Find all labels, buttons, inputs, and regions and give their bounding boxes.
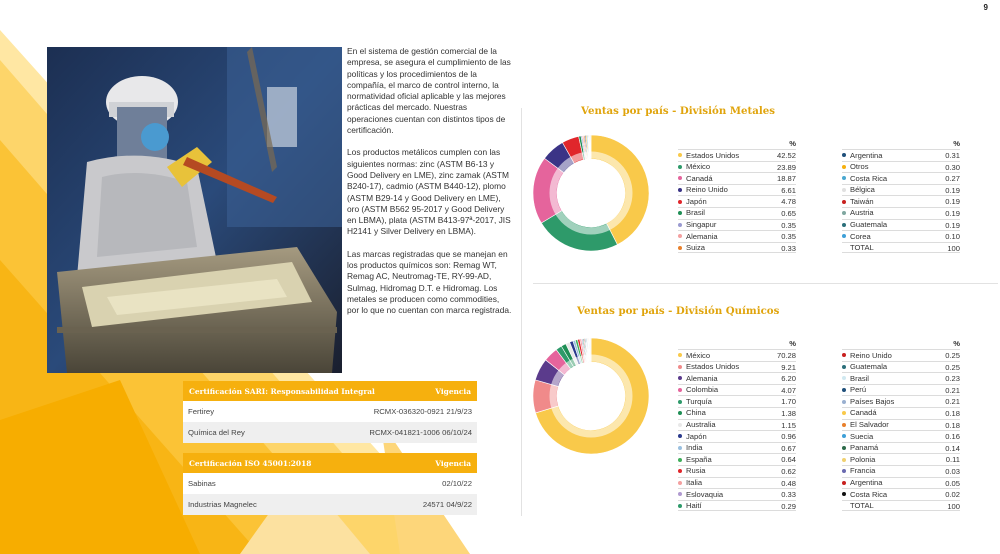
country-label: El Salvador — [850, 420, 889, 430]
table-row — [842, 207, 960, 219]
country-label: México — [686, 350, 711, 360]
country-value: 0.96 — [781, 432, 796, 442]
table-row — [842, 395, 960, 407]
legend-dot-icon — [842, 492, 846, 496]
country-label: Canadá — [850, 408, 877, 418]
legend-dot-icon — [842, 376, 846, 380]
country-name — [842, 373, 869, 384]
country-label: China — [686, 408, 706, 418]
table-row — [183, 422, 477, 443]
legend-dot-icon — [678, 458, 682, 462]
country-name — [842, 385, 866, 396]
country-value: 23.89 — [776, 162, 796, 172]
country-name — [678, 350, 710, 361]
legend-dot-icon — [678, 434, 682, 438]
legend-dot-icon — [678, 376, 682, 380]
country-value: 0.33 — [781, 243, 796, 253]
country-label: Alemania — [686, 373, 718, 383]
country-name — [842, 420, 889, 431]
table-row — [842, 161, 960, 173]
country-name — [678, 173, 713, 184]
legend-dot-icon — [842, 400, 846, 404]
pct-header: % — [789, 339, 796, 348]
country-value: 18.87 — [776, 174, 796, 184]
country-value: 9.21 — [781, 362, 796, 372]
country-name — [678, 466, 705, 477]
table-row — [842, 465, 960, 477]
legend-dot-icon — [842, 234, 846, 238]
cert-iso-col: Vigencia — [435, 458, 471, 468]
country-label: Colombia — [686, 385, 719, 395]
legend-dot-icon — [678, 188, 682, 192]
table-row — [678, 207, 796, 219]
cert-name: Sabinas — [188, 479, 216, 488]
legend-dot-icon — [842, 176, 846, 180]
country-value: 0.27 — [945, 174, 960, 184]
table-row — [678, 172, 796, 184]
table-row — [842, 361, 960, 373]
worker-photo — [47, 47, 342, 373]
country-label: Francia — [850, 466, 876, 476]
country-label: España — [686, 454, 712, 464]
country-label: Japón — [686, 196, 707, 206]
table-row — [678, 349, 796, 361]
pct-header: % — [953, 339, 960, 348]
table-row — [678, 161, 796, 173]
table-row — [842, 442, 960, 454]
country-label: Singapur — [686, 220, 717, 230]
cert-name: Industrias Magnelec — [188, 500, 257, 509]
country-label: México — [686, 162, 711, 172]
country-name — [678, 231, 718, 242]
country-name — [678, 443, 702, 454]
table-row — [842, 488, 960, 500]
legend-dot-icon — [678, 411, 682, 415]
metales-title: Ventas por país - División Metales — [581, 105, 775, 117]
legend-dot-icon — [678, 234, 682, 238]
country-label: Países Bajos — [850, 396, 895, 406]
table-row — [678, 419, 796, 431]
table-row — [842, 230, 960, 242]
country-label: India — [686, 443, 703, 453]
country-label: Rusia — [686, 466, 706, 476]
country-value: 0.10 — [945, 232, 960, 242]
table-row — [678, 230, 796, 242]
country-value: 0.31 — [945, 151, 960, 160]
country-label: Eslovaquia — [686, 489, 724, 499]
quimicos-table-right — [842, 338, 960, 511]
table-row — [842, 242, 960, 254]
country-name — [842, 185, 875, 196]
cert-value: RCMX-036320-0921 21/9/23 — [373, 407, 472, 416]
cert-sari-table — [183, 381, 477, 443]
country-label: Australia — [686, 420, 716, 430]
table-row — [678, 149, 796, 161]
quimicos-donut-chart — [532, 337, 650, 455]
table-row — [678, 430, 796, 442]
country-value: 0.25 — [945, 362, 960, 372]
country-value: 0.19 — [945, 208, 960, 218]
country-value: 0.48 — [781, 478, 796, 488]
legend-dot-icon — [678, 153, 682, 157]
country-value: 70.28 — [776, 351, 796, 360]
country-value: 1.70 — [781, 397, 796, 407]
legend-dot-icon — [842, 388, 846, 392]
country-value: 1.38 — [781, 408, 796, 418]
intro-text — [347, 46, 513, 328]
table-row — [183, 473, 477, 494]
cert-name: Química del Rey — [188, 428, 245, 437]
country-value: 0.29 — [781, 501, 796, 511]
table-row — [842, 477, 960, 489]
legend-dot-icon — [678, 388, 682, 392]
legend-dot-icon — [678, 400, 682, 404]
country-label: Argentina — [850, 478, 883, 488]
table-row — [183, 401, 477, 422]
country-value: 0.25 — [945, 351, 960, 360]
table-row — [678, 500, 796, 512]
country-label: Taiwán — [850, 196, 874, 206]
country-value: 0.02 — [945, 490, 960, 500]
pct-header: % — [953, 139, 960, 148]
country-label: Guatemala — [850, 220, 888, 230]
legend-dot-icon — [842, 223, 846, 227]
legend-dot-icon — [678, 246, 682, 250]
country-label: Suiza — [686, 242, 705, 252]
country-label: Estados Unidos — [686, 362, 740, 372]
cert-name: Fertirey — [188, 407, 215, 416]
legend-dot-icon — [678, 469, 682, 473]
donut-inner-ring — [553, 358, 629, 434]
legend-dot-icon — [842, 434, 846, 438]
country-label: Brasil — [686, 208, 705, 218]
country-name — [678, 162, 710, 173]
country-value: 0.23 — [945, 374, 960, 384]
country-value: 0.14 — [945, 443, 960, 453]
table-row — [678, 361, 796, 373]
legend-dot-icon — [842, 188, 846, 192]
country-name — [842, 243, 874, 253]
legend-dot-icon — [678, 223, 682, 227]
country-name — [842, 466, 875, 477]
country-value: 0.21 — [945, 385, 960, 395]
country-value: 0.35 — [781, 232, 796, 242]
table-row — [842, 384, 960, 396]
table-row — [842, 172, 960, 184]
cert-sari-title: Certificación SARI: Responsabilidad Integral — [189, 386, 375, 396]
country-label: Japón — [686, 431, 707, 441]
table-row — [678, 407, 796, 419]
country-name — [678, 185, 728, 196]
country-value: 0.19 — [945, 185, 960, 195]
country-name — [842, 501, 874, 511]
table-row — [842, 419, 960, 431]
country-value: 0.19 — [945, 197, 960, 207]
country-label: Turquía — [686, 396, 712, 406]
page-number: 9 — [983, 3, 988, 12]
country-label: Canadá — [686, 173, 713, 183]
country-name — [842, 396, 894, 407]
country-value: 0.30 — [945, 162, 960, 172]
table-row — [678, 395, 796, 407]
table-row — [678, 195, 796, 207]
country-value: 0.16 — [945, 432, 960, 442]
legend-dot-icon — [678, 176, 682, 180]
intro-paragraph-2: Los productos metálicos cumplen con las siguientes normas: zinc (ASTM B6-13 y Good Delivery en LME), zinc zamak (ASTM B240-17), cadmio (ASTM B440-12), plomo (ASTM B29-14 y Good Delivery en LME), oro (ASTM B562 95-2017 y Good Delivery en LBMA), plata (ASTM B413-97ª-2017, JIS H2141 y Silver Delivery en LBMA). — [347, 147, 511, 237]
country-value: 0.65 — [781, 208, 796, 218]
intro-paragraph-3: Las marcas registradas que se manejan en los productos químicos son: Remag WT, Remag AC, Neutromag-TE, RY-99-AD, Sulmag, Hidromag D.T. e Hidromag. Los metales se producen como commodities, por lo que no cuentan con marca registrada. — [347, 248, 512, 316]
country-label: Perú — [850, 385, 867, 395]
legend-dot-icon — [678, 446, 682, 450]
country-name — [678, 220, 716, 231]
country-label: Austria — [850, 208, 874, 218]
country-label: Bélgica — [850, 185, 875, 195]
legend-dot-icon — [678, 504, 682, 508]
intro-paragraph-1: En el sistema de gestión comercial de la empresa, se asegura el cumplimiento de las políticas y los procedimientos de la compañía, el marco de control interno, la normatividad oficial aplicable y las mejores prácticas del mercado. Nuestras operaciones cuentan con distintos tipos de certificación. — [347, 46, 511, 136]
legend-dot-icon — [678, 165, 682, 169]
country-name — [842, 362, 887, 373]
legend-dot-icon — [842, 153, 846, 157]
table-row — [842, 219, 960, 231]
table-row — [678, 465, 796, 477]
country-value: 0.33 — [781, 490, 796, 500]
country-label: Haití — [686, 500, 702, 510]
country-name — [678, 196, 707, 207]
country-name — [678, 362, 739, 373]
country-name — [842, 408, 877, 419]
country-label: Brasil — [850, 373, 869, 383]
legend-dot-icon — [678, 481, 682, 485]
table-row — [842, 195, 960, 207]
country-name — [678, 431, 707, 442]
table-row — [842, 500, 960, 512]
country-label: Alemania — [686, 231, 718, 241]
table-row — [842, 372, 960, 384]
country-value: 0.18 — [945, 420, 960, 430]
country-value: 0.11 — [945, 455, 960, 465]
cert-value: 24571 04/9/22 — [422, 500, 472, 509]
country-name — [842, 220, 887, 231]
legend-dot-icon — [842, 211, 846, 215]
donut-inner-ring — [553, 155, 629, 231]
legend-dot-icon — [842, 469, 846, 473]
country-label: Suecia — [850, 431, 874, 441]
country-name — [678, 489, 723, 500]
country-name — [842, 173, 887, 184]
quimicos-table-left — [678, 338, 796, 511]
country-name — [678, 243, 705, 253]
table-row — [678, 242, 796, 254]
country-value: 4.78 — [781, 197, 796, 207]
quimicos-title: Ventas por país - División Químicos — [577, 305, 780, 317]
country-value: 1.15 — [781, 420, 796, 430]
table-row — [678, 372, 796, 384]
country-name — [678, 150, 739, 161]
country-value: 0.62 — [781, 466, 796, 476]
country-name — [678, 208, 705, 219]
table-row — [842, 149, 960, 161]
legend-dot-icon — [842, 481, 846, 485]
country-value: 0.18 — [945, 408, 960, 418]
legend-dot-icon — [842, 458, 846, 462]
pct-header: % — [789, 139, 796, 148]
country-name — [678, 385, 718, 396]
metales-donut-chart — [532, 134, 650, 252]
country-value: 0.05 — [945, 478, 960, 488]
country-name — [842, 443, 878, 454]
country-name — [678, 408, 706, 419]
legend-dot-icon — [842, 365, 846, 369]
country-name — [678, 501, 702, 511]
table-row — [842, 184, 960, 196]
country-label: Polonia — [850, 454, 876, 464]
country-name — [842, 208, 874, 219]
table-row — [678, 219, 796, 231]
country-label: Guatemala — [850, 362, 888, 372]
country-name — [678, 478, 702, 489]
legend-dot-icon — [842, 446, 846, 450]
country-name — [842, 350, 892, 361]
legend-dot-icon — [678, 353, 682, 357]
country-name — [842, 150, 883, 161]
country-name — [678, 396, 712, 407]
country-name — [842, 196, 874, 207]
table-row — [678, 184, 796, 196]
legend-dot-icon — [678, 211, 682, 215]
country-label: Costa Rica — [850, 489, 888, 499]
country-label: Estados Unidos — [686, 150, 740, 160]
table-row — [842, 453, 960, 465]
country-label: Otros — [850, 162, 869, 172]
country-name — [842, 231, 871, 242]
country-name — [842, 431, 873, 442]
legend-dot-icon — [842, 353, 846, 357]
legend-dot-icon — [842, 165, 846, 169]
country-name — [842, 478, 883, 489]
cert-sari-header — [183, 381, 477, 401]
table-row — [183, 494, 477, 515]
country-name — [678, 454, 712, 465]
metales-table-left — [678, 138, 796, 253]
legend-dot-icon — [842, 411, 846, 415]
country-label: TOTAL — [850, 500, 874, 510]
table-row — [842, 349, 960, 361]
country-value: 100 — [947, 501, 960, 511]
vertical-divider — [521, 108, 522, 516]
country-name — [842, 162, 869, 173]
country-value: 0.03 — [945, 466, 960, 476]
country-value: 0.64 — [781, 455, 796, 465]
country-value: 0.19 — [945, 220, 960, 230]
legend-dot-icon — [678, 365, 682, 369]
country-value: 6.20 — [781, 374, 796, 384]
table-row — [678, 453, 796, 465]
country-label: Reino Unido — [850, 350, 892, 360]
country-label: Corea — [850, 231, 871, 241]
country-label: Reino Unido — [686, 185, 728, 195]
table-row — [678, 477, 796, 489]
legend-dot-icon — [678, 200, 682, 204]
metales-table-right — [842, 138, 960, 253]
country-name — [678, 373, 718, 384]
country-value: 100 — [947, 243, 960, 253]
table-row — [842, 430, 960, 442]
country-value: 6.61 — [781, 185, 796, 195]
country-label: Panamá — [850, 443, 879, 453]
cert-iso-header — [183, 453, 477, 473]
cert-iso-title: Certificación ISO 45001:2018 — [189, 458, 312, 468]
country-value: 0.67 — [781, 443, 796, 453]
country-name — [842, 489, 887, 500]
table-row — [678, 488, 796, 500]
legend-dot-icon — [842, 200, 846, 204]
country-name — [678, 420, 716, 431]
country-value: 4.07 — [781, 385, 796, 395]
horizontal-divider — [533, 283, 998, 284]
cert-value: RCMX-041821-1006 06/10/24 — [369, 428, 472, 437]
cert-value: 02/10/22 — [442, 479, 472, 488]
country-value: 42.52 — [776, 151, 796, 160]
cert-iso-table — [183, 453, 477, 515]
legend-dot-icon — [678, 423, 682, 427]
country-label: Argentina — [850, 150, 883, 160]
country-label: TOTAL — [850, 242, 874, 252]
legend-dot-icon — [678, 492, 682, 496]
legend-dot-icon — [842, 423, 846, 427]
country-name — [842, 454, 875, 465]
table-row — [842, 407, 960, 419]
country-label: Costa Rica — [850, 173, 888, 183]
country-value: 0.21 — [945, 397, 960, 407]
table-row — [678, 442, 796, 454]
country-label: Italia — [686, 478, 703, 488]
country-value: 0.35 — [781, 220, 796, 230]
cert-sari-col: Vigencia — [435, 386, 471, 396]
table-row — [678, 384, 796, 396]
